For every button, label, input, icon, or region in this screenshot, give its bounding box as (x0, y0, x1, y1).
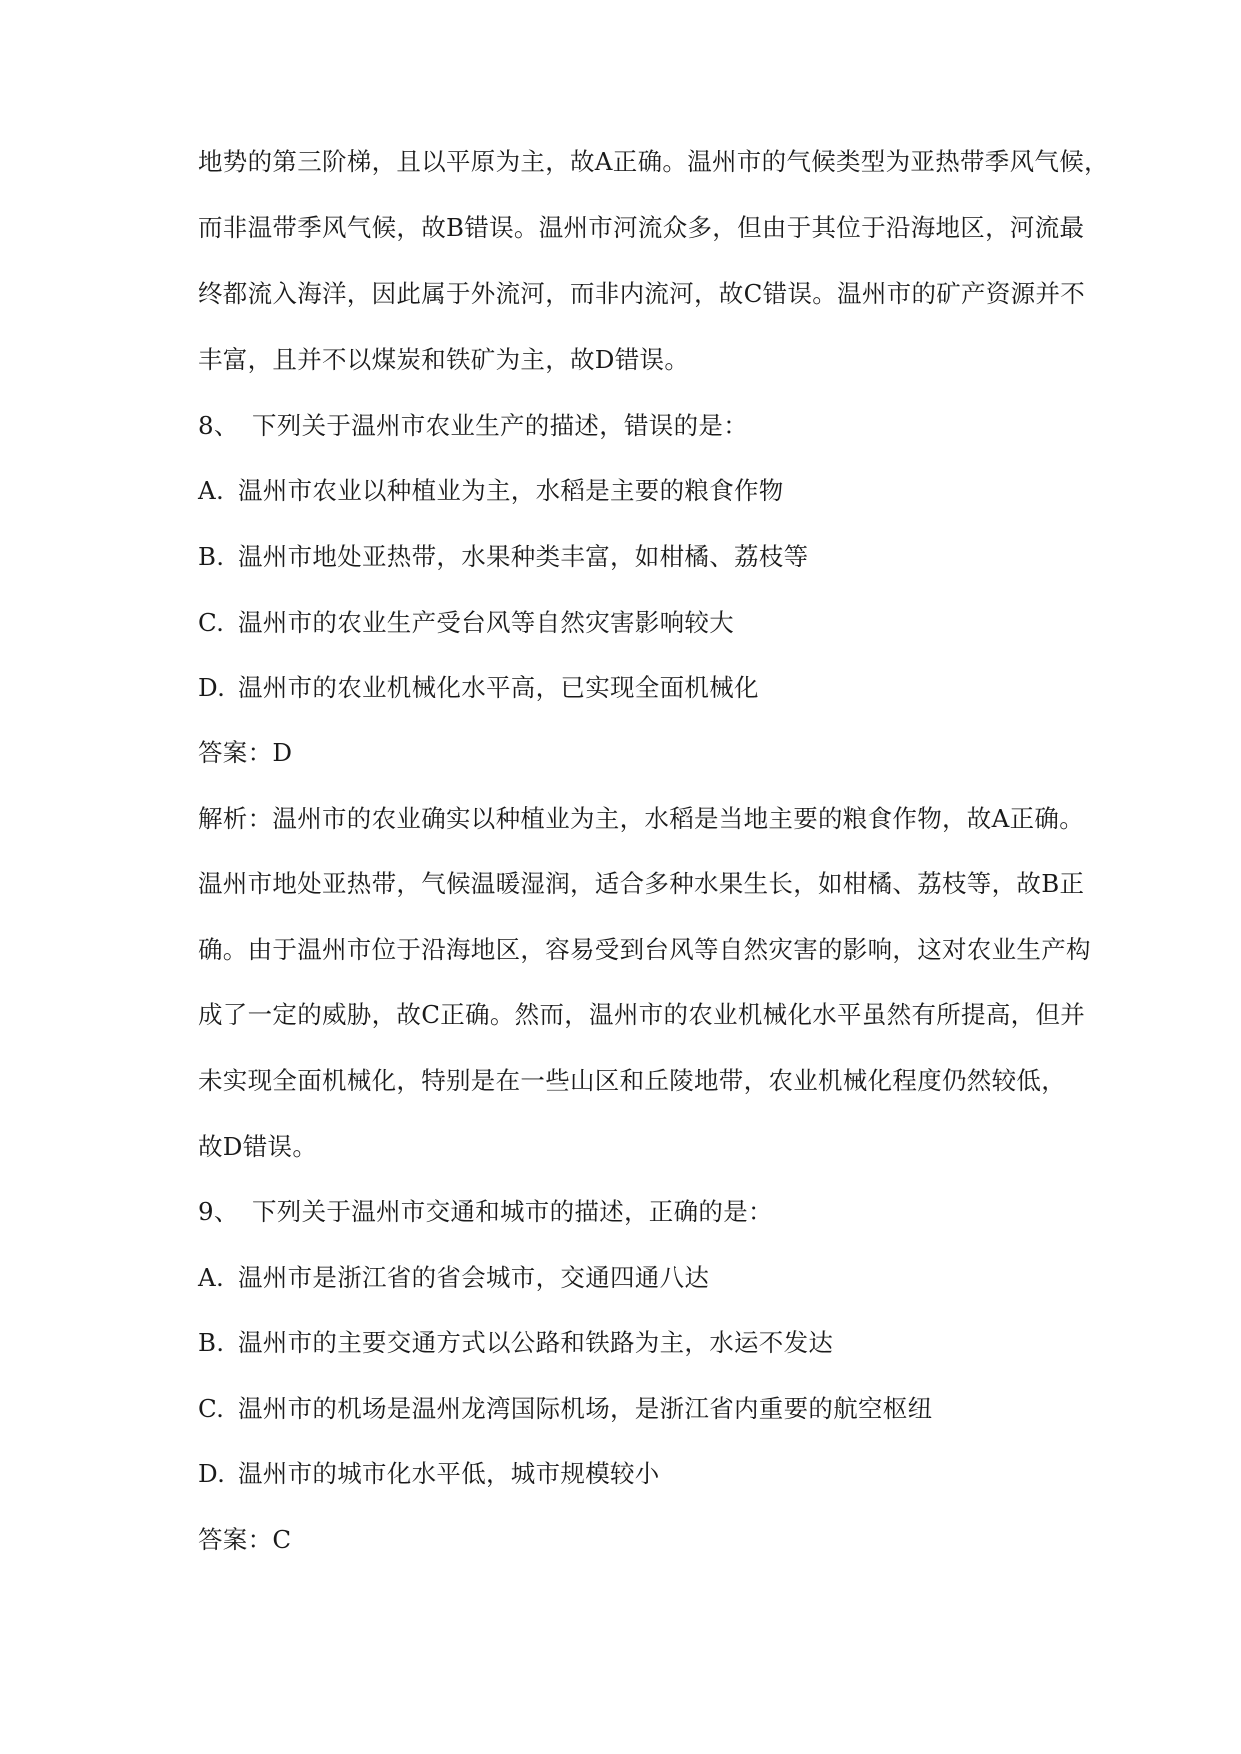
option-key: B. (198, 542, 225, 571)
option-text: 温州市的农业生产受台风等自然灾害影响较大 (238, 608, 734, 637)
question-9-stem (198, 1196, 773, 1228)
question-text: 下列关于温州市农业生产的描述，错误的是： (252, 411, 748, 440)
explanation-line: 终都流入海洋，因此属于外流河，而非内流河，故C错误。温州市的矿产资源并不 (198, 279, 1086, 308)
option-key: B. (198, 1328, 225, 1357)
question-text: 下列关于温州市交通和城市的描述，正确的是： (252, 1197, 773, 1226)
option-text: 温州市的农业机械化水平高，已实现全面机械化 (238, 673, 759, 702)
option-key: D. (198, 1459, 226, 1488)
question-8-explanation-line: 故D错误。 (198, 1132, 318, 1161)
question-8-stem (198, 410, 748, 442)
option-text: 温州市的城市化水平低，城市规模较小 (238, 1459, 660, 1488)
question-8-option-d (198, 672, 759, 704)
question-number: 8、 (198, 411, 239, 440)
question-8-option-b (198, 541, 808, 573)
option-key: A. (198, 1263, 225, 1292)
question-8-explanation-line: 未实现全面机械化，特别是在一些山区和丘陵地带，农业机械化程度仍然较低， (198, 1066, 1066, 1095)
explanation-line: 地势的第三阶梯，且以平原为主，故A正确。温州市的气候类型为亚热带季风气候， (198, 147, 1109, 176)
option-key: C. (198, 608, 225, 637)
question-9-option-a (198, 1262, 709, 1294)
question-8-explanation-line: 成了一定的威胁，故C正确。然而，温州市的农业机械化水平虽然有所提高，但并 (198, 1000, 1086, 1029)
option-text: 温州市农业以种植业为主，水稻是主要的粮食作物 (238, 476, 784, 505)
option-key: A. (198, 476, 225, 505)
explanation-line: 丰富，且并不以煤炭和铁矿为主，故D错误。 (198, 345, 690, 374)
option-text: 温州市的主要交通方式以公路和铁路为主，水运不发达 (238, 1328, 834, 1357)
question-8-explanation-line: 解析：温州市的农业确实以种植业为主，水稻是当地主要的粮食作物，故A正确。 (198, 804, 1084, 833)
question-9-option-b (198, 1327, 833, 1359)
question-9-option-c (198, 1393, 932, 1425)
question-8-explanation-line: 温州市地处亚热带，气候温暖湿润，适合多种水果生长，如柑橘、荔枝等，故B正 (198, 869, 1085, 898)
question-8-answer: 答案：D (198, 738, 293, 767)
option-text: 温州市是浙江省的省会城市，交通四通八达 (238, 1263, 710, 1292)
explanation-line: 而非温带季风气候，故B错误。温州市河流众多，但由于其位于沿海地区，河流最 (198, 213, 1085, 242)
question-8-option-a (198, 475, 784, 507)
question-9-answer: 答案：C (198, 1525, 292, 1554)
question-number: 9、 (198, 1197, 239, 1226)
question-8-option-c (198, 607, 734, 639)
option-text: 温州市地处亚热带，水果种类丰富，如柑橘、荔枝等 (238, 542, 809, 571)
question-8-explanation-line: 确。由于温州市位于沿海地区，容易受到台风等自然灾害的影响，这对农业生产构 (198, 935, 1091, 964)
option-key: D. (198, 673, 226, 702)
question-9-option-d (198, 1458, 660, 1490)
option-key: C. (198, 1394, 225, 1423)
option-text: 温州市的机场是温州龙湾国际机场，是浙江省内重要的航空枢纽 (238, 1394, 933, 1423)
